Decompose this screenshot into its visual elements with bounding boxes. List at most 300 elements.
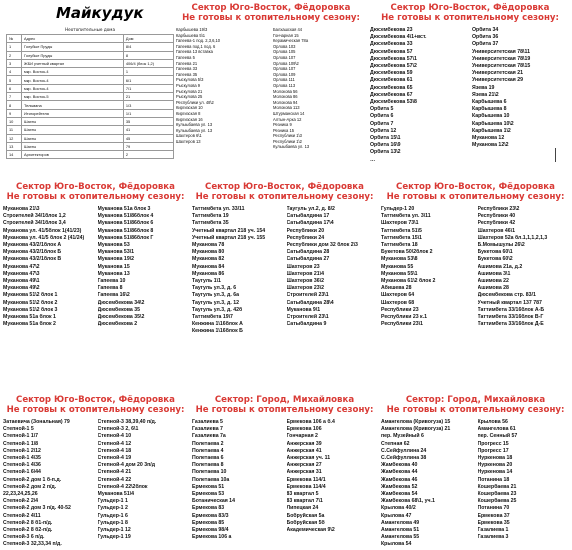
list-item: Степной-4 10 [97, 433, 132, 440]
list-item: Степной-2 8 б1-п/д. [3, 519, 53, 526]
list-item: Рыскулова 5\3 [176, 77, 204, 83]
list-item: Дюсембекова 57\2 [370, 63, 417, 70]
list-item: Полетаева 8 [192, 462, 224, 469]
list-item: Степной-1 5 [3, 426, 34, 433]
list-item: Жамбекова 52 [381, 483, 418, 490]
list-item: Степной-4 дом 20 3п/д [97, 462, 155, 469]
table-cell: Голубые Пруды [22, 51, 124, 59]
address-column [478, 419, 571, 549]
list-item: Крылова 40/2 [381, 505, 416, 512]
list-item: Резника 15 [273, 127, 295, 133]
list-item: Кошербаева 21 [477, 483, 517, 490]
table-cell: мкр. Восток-4 [22, 76, 124, 84]
table-cell: 12 [7, 134, 22, 142]
list-item: Потанина 70 [477, 505, 510, 512]
list-item: Молокова 86 [273, 94, 298, 100]
list-item: Муканова ул. 41/5 блок 2 (41/24) [3, 234, 85, 241]
list-item: Таугуль ул.3, д. 12 [192, 299, 239, 306]
list-item: Ашимова 3\1 [477, 270, 511, 277]
table-row [7, 93, 174, 101]
address-list [370, 27, 570, 164]
table-cell: Тельмана [22, 101, 124, 109]
list-item: Гапеева 13 вставка [176, 49, 213, 55]
list-item: Ермекова 53 [192, 491, 225, 498]
list-item: Дюсембекова 57 [370, 48, 413, 55]
table-cell: 21 [123, 93, 173, 101]
list-item: Орбита 5 [370, 106, 394, 113]
list-item: Муканова 55 [381, 263, 414, 270]
list-item: Муканова 43/2/1блок В [3, 256, 62, 263]
table-cell: Шахты [22, 142, 124, 150]
panel-sector-8 [381, 395, 570, 550]
list-item: Степной-1 2\12 [3, 447, 41, 454]
panel-sector-5 [381, 182, 570, 332]
list-item: Ашимова 22 [477, 278, 509, 285]
table-cell: 2 [123, 151, 173, 159]
list-item: Муканова 86 [192, 270, 225, 277]
list-item: Шахтеров 64 [381, 292, 415, 299]
maykuduk-document [6, 4, 174, 204]
address-list [176, 27, 366, 150]
list-item: Орбита 16\9 [370, 142, 401, 149]
list-item: Шахтеров 46\1 [477, 227, 515, 234]
list-item: Муканова 13 [97, 270, 130, 277]
list-item: Шахтеров 73\1 [381, 220, 419, 227]
list-item: Гульдер-1 8 [97, 519, 128, 526]
list-item: Ермекова 51 [192, 483, 225, 490]
panel-subtitle: Не готовы к отопительному сезону: [195, 405, 374, 415]
list-item: Степной-2 дом 1 б-п.д. [3, 476, 62, 483]
list-item: С.Сейфуллина 24 [381, 447, 427, 454]
list-item: Строителей 23\1 [286, 292, 329, 299]
panel-sector-3 [3, 182, 188, 332]
table-cell: 13 [7, 142, 22, 150]
list-item: Крылова 54 [381, 541, 412, 548]
list-item: Таттимбета 15\1 [381, 234, 422, 241]
list-item: Таттимбета 51\5 [381, 227, 422, 234]
panel-subtitle: Не готовы к отопительному сезону: [195, 192, 374, 202]
list-item: Сатыбалдина 17\4 [286, 220, 334, 227]
list-item: Газалиева 3 [477, 534, 509, 541]
list-item: Учетный квартал 218 уч. 154 [192, 227, 266, 234]
list-item: Муканова 21\3 [3, 206, 40, 212]
list-item: Ермекова 106 [286, 426, 322, 433]
list-item: Гульдер-1 20 [381, 206, 415, 212]
list-item: Университетская 78\19 [472, 55, 531, 62]
list-item: Орбита 34 [472, 27, 499, 33]
list-item: Гульдер-1 12 [97, 527, 131, 534]
list-item: Полетаева 2 [192, 440, 224, 447]
list-item: Таугуль ул.3, д. 6 [192, 285, 237, 292]
list-item: Липецкая 24 [286, 505, 319, 512]
list-item: … [370, 156, 376, 163]
list-item: Орбита 6 [370, 113, 394, 120]
table-cell: 1 [123, 68, 173, 76]
table-cell: 1/1 [123, 109, 173, 117]
list-item: Университетская 78\15 [472, 63, 531, 70]
address-column [287, 206, 378, 332]
list-item: Резника 9 [273, 122, 292, 128]
list-item: Кошербаева 25 [477, 498, 517, 505]
list-item: Нуркенова 20 [477, 462, 513, 469]
list-item: Ашимова 21а, д.2 [477, 263, 523, 270]
list-item: Республики 24 [286, 234, 325, 241]
list-item: Карбышева 6 [472, 99, 507, 106]
list-item: Ермекова 83/3 [192, 512, 229, 519]
table-cell: 9 [7, 109, 22, 117]
list-item: Степной-2 8 б2-п/д. [3, 527, 53, 534]
list-item: Крылова 56 [477, 419, 508, 425]
panel-sector-7 [192, 395, 377, 550]
list-item: Жамбекова 54 [381, 491, 418, 498]
list-item: Полетаева 10а [192, 476, 230, 483]
list-item: Ермекова 106 а б.4 [286, 419, 335, 425]
list-item: Учетный квартал 218 уч. 155 [192, 234, 266, 241]
list-item: Муканова 47\2 [3, 263, 40, 270]
list-item: Орбита 36 [472, 34, 499, 41]
maykuduk-table-caption: Неотопительные дома [64, 27, 116, 32]
list-item: Республики 23 [381, 306, 419, 313]
list-item: Муканова 51\2 блок 1 [3, 292, 58, 299]
list-item: Таттимбета 35 [192, 220, 229, 227]
list-item: Гапеева 33 [176, 66, 198, 72]
address-column [192, 419, 283, 541]
table-cell: Дом [123, 35, 173, 43]
list-item: Букетова 60\2 [477, 256, 513, 263]
list-item: Киргизская 8 [176, 110, 201, 116]
list-item: Ермекова 114/4 [286, 483, 326, 490]
address-column [287, 419, 378, 541]
list-item: Муканова 82 [192, 256, 225, 263]
list-item: Ермекова 85 [192, 519, 225, 526]
table-cell: мкр. Восток-5 [22, 93, 124, 101]
list-item: Республики 1\3 [273, 133, 302, 139]
list-item: Орлова 113 [273, 82, 296, 88]
address-column [3, 206, 94, 328]
list-item: Строителей 34/1блок 1,2 [3, 213, 66, 220]
list-item: Степной-3 32,33,34 п/д. [3, 541, 62, 548]
table-cell: 6/1 [123, 76, 173, 84]
list-item: Гапеева 16\2 [97, 292, 130, 299]
list-item: Букетова 60\1 [477, 249, 513, 256]
list-item: Гапеева 5 [176, 54, 195, 60]
table-row [7, 142, 174, 150]
list-item: Дюсембекова 34\2 [97, 299, 145, 306]
list-item: Полетаева 10 [192, 469, 227, 476]
list-item: Степной-1 4\36 [3, 462, 41, 469]
list-item: 83 квартал 5 [286, 491, 319, 498]
list-item: Орбита 12 [370, 127, 397, 134]
list-item: Таттимбета 19 [192, 213, 229, 220]
list-item: Крылова 47 [381, 512, 412, 519]
address-column [3, 419, 94, 549]
table-cell: Шахты [22, 134, 124, 142]
table-row [7, 117, 174, 125]
list-item: Степной-4 12 [97, 440, 132, 447]
list-item: Учетный квартал 137 787 [477, 299, 542, 306]
table-row [7, 68, 174, 76]
list-item: Кошербаева 23 [477, 491, 517, 498]
table-row [7, 59, 174, 67]
list-item: Молокова 56 [273, 88, 298, 94]
list-item: Язева 19 [472, 84, 495, 91]
panel-title: Сектор: Город, Михайловка [214, 395, 355, 405]
list-item: Орлова 109\2 [273, 60, 299, 66]
list-item: Степной-3 38,39,40 п/д. [97, 419, 157, 425]
list-item: Степной-2 дом 2 п/д. [3, 483, 57, 490]
list-item: Академическая 9\2 [286, 527, 335, 534]
list-item: Орлова 103 [273, 43, 296, 49]
list-item: Таттимбета 33/16блок Д-Е [477, 321, 544, 328]
table-cell: 406/4 (блок 1,2) [123, 59, 173, 67]
panel-sector-6 [3, 395, 188, 550]
list-item: Таугуль ул.2, д. 8/2 [286, 206, 335, 212]
list-item: Сатыбалдина 28 [286, 249, 330, 256]
table-cell: 7 [7, 93, 22, 101]
list-item: Анжерская уч. 11 [286, 455, 331, 462]
list-item: Муканова 19\2 [97, 256, 135, 263]
list-item: Муканова 51\4 [97, 491, 135, 498]
list-item: Б.Момышулы 26\2 [477, 242, 525, 249]
list-item: Муканова 51\86блок 6 [97, 220, 154, 227]
list-item: Язева 21\2 [472, 91, 499, 98]
list-item: Орлова 109 [273, 71, 296, 77]
list-item: Шахтеров 36\2 [286, 278, 324, 285]
list-item: Гульдер-1 6 [97, 512, 128, 519]
table-cell: Итигорейтеля [22, 109, 124, 117]
list-item: Гончарная 2 [286, 433, 318, 440]
panel-subtitle: Не готовы к отопительному сезону: [381, 13, 559, 23]
list-item: Гапеева 21 [176, 60, 198, 66]
list-item: Нуркенова 18 [477, 455, 513, 462]
list-item: Таттимбета 33/16блок В-Г [477, 314, 544, 321]
list-item: Кенжина 1\16блок Б [192, 328, 243, 332]
panel-subtitle: Не готовы к отопительному сезону: [386, 192, 565, 202]
list-item: Шахтеров 13 [176, 138, 201, 144]
list-item: Республики ул. 48\2 [176, 99, 214, 105]
list-item: Амангелова 61 [477, 426, 516, 433]
list-item: Газалиева 1 [477, 527, 509, 534]
address-column [472, 27, 570, 164]
list-item: Шахтеров 23 [286, 263, 320, 270]
list-item: Прогресс 17 [477, 447, 509, 454]
list-item: Шахтеров 6\1 [176, 133, 202, 139]
list-item: Анжерская 31 [286, 469, 322, 476]
table-cell: 11 [7, 126, 22, 134]
list-item: Муканова 12 [472, 135, 505, 142]
list-item: Муканова 49\1 [3, 278, 40, 285]
list-item: Орбита 15\1 [370, 135, 401, 142]
table-cell: 1 [7, 43, 22, 51]
list-item: Нуркенова 14 [477, 469, 513, 476]
list-item: Ботаническая 14 [192, 498, 235, 505]
address-column [192, 206, 283, 332]
list-item: Шахтеров 21\4 [286, 270, 324, 277]
list-item: Республики 20 [286, 227, 325, 234]
address-column [381, 419, 474, 549]
list-item: Букетова 50\2блок 2 [381, 249, 433, 256]
list-item: Дюсембекова 53\8 [370, 99, 417, 106]
table-cell: 35 [123, 117, 173, 125]
list-item: Муканова 61\2 блок 2 [381, 278, 436, 285]
address-column [176, 27, 269, 150]
list-item: Муканова 78 [192, 242, 225, 249]
panel-title: Сектор Юго-Восток, Фёдоровка [396, 182, 555, 192]
list-item: Муканова 51а блок 1 [3, 314, 56, 321]
panel-sector-4 [192, 182, 377, 332]
address-column [98, 206, 189, 328]
table-cell: мкр. Восток-4 [22, 84, 124, 92]
table-cell: 8/4 [123, 43, 173, 51]
address-list [3, 419, 188, 549]
list-item: Дюсембекова 67 [370, 91, 413, 98]
list-item: Штурманская 14 [273, 110, 305, 116]
list-item: Таугуль ул.3, д. 42б [192, 306, 243, 313]
list-item: Анжерская 39 [286, 440, 322, 447]
list-item: Дюсембекова 33 [370, 41, 413, 48]
list-item: Карбышева 8 [472, 106, 507, 113]
table-cell: 8 [123, 51, 173, 59]
list-item: Гульдер-1 1 [97, 498, 128, 505]
list-item: Дюсембекова 35\2 [97, 314, 145, 321]
list-item: Таугуль 1\1 [192, 278, 221, 285]
list-item: Степной-1 6\44 [3, 469, 41, 476]
list-item: Орбита 7 [370, 120, 394, 127]
list-item: Газалиева 7а [192, 433, 226, 440]
list-item: Муканова 51\86блок Г [97, 234, 154, 241]
list-item: Кенжина 1\16блок А [192, 321, 243, 328]
table-row [7, 43, 174, 51]
list-item: Бобруйская 5б [286, 519, 325, 526]
list-item: Анжерская 41 [286, 447, 322, 454]
list-item: Муканова 9\1 [286, 306, 321, 313]
list-item: Республики 42 [477, 220, 516, 227]
list-item: Дюсембекова 61 [370, 77, 413, 84]
list-item: Степной-4 22 [97, 476, 132, 483]
list-item: 22,23,24,25,26 [3, 491, 38, 498]
list-item: Рыскулова 9 [176, 82, 201, 88]
table-cell: ЖБИ учетный квартал [22, 59, 124, 67]
list-item: Сатыбалдина 17 [286, 213, 330, 220]
list-item: Гапеева-1 под. 2,3,6,10 [176, 38, 221, 44]
list-item: Ермекова 37 [477, 512, 510, 519]
table-cell: мкр. Восток-4 [22, 68, 124, 76]
list-item: Муканова 12\2 [472, 142, 509, 149]
list-item: Киргизская 10 [176, 105, 203, 111]
list-item: Молокова 113 [273, 105, 300, 111]
table-cell: 8 [7, 101, 22, 109]
panel-title: Сектор: Город, Михайловка [405, 395, 546, 405]
list-item: Карбышева 10 [472, 113, 510, 120]
list-item: Муканова 53\1 [97, 249, 135, 256]
list-item: Республики 1\2 [273, 138, 302, 144]
list-item: Амангелова 51 [381, 527, 420, 534]
panel-subtitle: Не готовы к отопительному сезону: [182, 13, 360, 23]
list-item: Муканова 49\2 [3, 285, 40, 292]
list-item: Орбита 13\2 [370, 149, 401, 156]
list-item: Затаевича (Зональная) 79 [3, 419, 70, 425]
list-item: Дюсембекова 35 [97, 306, 141, 313]
list-item: Полетаева 6 [192, 455, 224, 462]
panel-sector-1 [176, 3, 366, 175]
list-item: Карбышева 1\2 [472, 127, 511, 134]
list-item: Гапеева 10 [97, 278, 126, 285]
list-item: Жамбекова 46 [381, 476, 418, 483]
list-item: Рыскулова 25 [176, 94, 203, 100]
table-cell: 4 [7, 68, 22, 76]
list-item: Шахтеров 52а бл.1,1,1,2,1,3 [477, 234, 548, 241]
list-item: Муканова 53 [97, 242, 130, 249]
list-item: Орлова 107 [273, 54, 296, 60]
list-item: Строителей 34/1блок 3,4 [3, 220, 66, 227]
list-item: Дюсембекова 59 [370, 70, 413, 77]
table-cell: 14 [7, 151, 22, 159]
list-item: Муканова 43/2/1блок А [3, 242, 62, 249]
address-column [381, 206, 474, 328]
list-item: Амангелова (Кривогуза) 21 [381, 426, 451, 433]
address-list [192, 419, 377, 541]
cursor-marker [555, 148, 556, 162]
list-item: Сатыбалдина 9 [286, 321, 327, 328]
list-item: Гульдер-1 2 [97, 505, 128, 512]
list-item: Дюсембекова 23 [370, 27, 413, 33]
list-item: Ермекова 35 [477, 519, 510, 526]
table-cell: Голубые Пруды [22, 43, 124, 51]
list-item: Университетская 21 [472, 70, 524, 77]
table-row [7, 151, 174, 159]
list-item: Гульдер-1 19 [97, 534, 131, 541]
list-item: Ермекова 98/4 [192, 527, 229, 534]
list-item: Степной-3 6 п/д. [3, 534, 45, 541]
list-item: Полетаева 4 [192, 447, 224, 454]
list-item: Дюсембекова 4\1+вст. [370, 34, 427, 41]
list-item: Амангелова (Кривогуза) 15 [381, 419, 451, 425]
table-row [7, 134, 174, 142]
list-item: С.Сейфуллина 38 [381, 455, 427, 462]
list-item: Муканова 55\1 [381, 270, 418, 277]
list-item: Степной-4 19 [97, 455, 132, 462]
list-item: Шахтеров 23\2 [286, 285, 324, 292]
list-item: Таттимбета ул. 33/11 [192, 206, 245, 212]
list-item: Анжерская 27 [286, 462, 322, 469]
list-item: Республики 23\1 [381, 321, 423, 328]
table-row [7, 126, 174, 134]
list-item: Жамбекова 68\1, уч.1 [381, 498, 435, 505]
list-item: Орбита 37 [472, 41, 499, 48]
table-cell: 7/1 [123, 84, 173, 92]
list-item: Степной-2 2\4 [3, 498, 39, 505]
panel-sector-2 [370, 3, 570, 175]
address-column [370, 27, 468, 164]
list-item: Амангелова 49 [381, 519, 420, 526]
table-cell: 79 [123, 142, 173, 150]
list-item: Степная 62 [381, 440, 410, 447]
list-item: пер. Музейный 6 [381, 433, 424, 440]
list-item: Амангелова 55 [381, 534, 420, 541]
address-list [381, 206, 570, 328]
list-item: Степной-4 21 [97, 469, 132, 476]
list-item: Таттимбета 19\7 [192, 314, 233, 321]
table-row [7, 109, 174, 117]
list-item: Сатыбалдина 27 [286, 256, 330, 263]
table-cell: Шахты [22, 117, 124, 125]
maykuduk-title: Майкудук [56, 4, 144, 22]
list-item: Муканова 51\2 блок 3 [3, 306, 58, 313]
list-item: Муканова 84 [192, 263, 225, 270]
list-item: Абишева 28 [381, 285, 412, 292]
list-item: Муканова 43/2/1блок Б [3, 249, 62, 256]
list-item: Степной-1 4\35 [3, 455, 41, 462]
